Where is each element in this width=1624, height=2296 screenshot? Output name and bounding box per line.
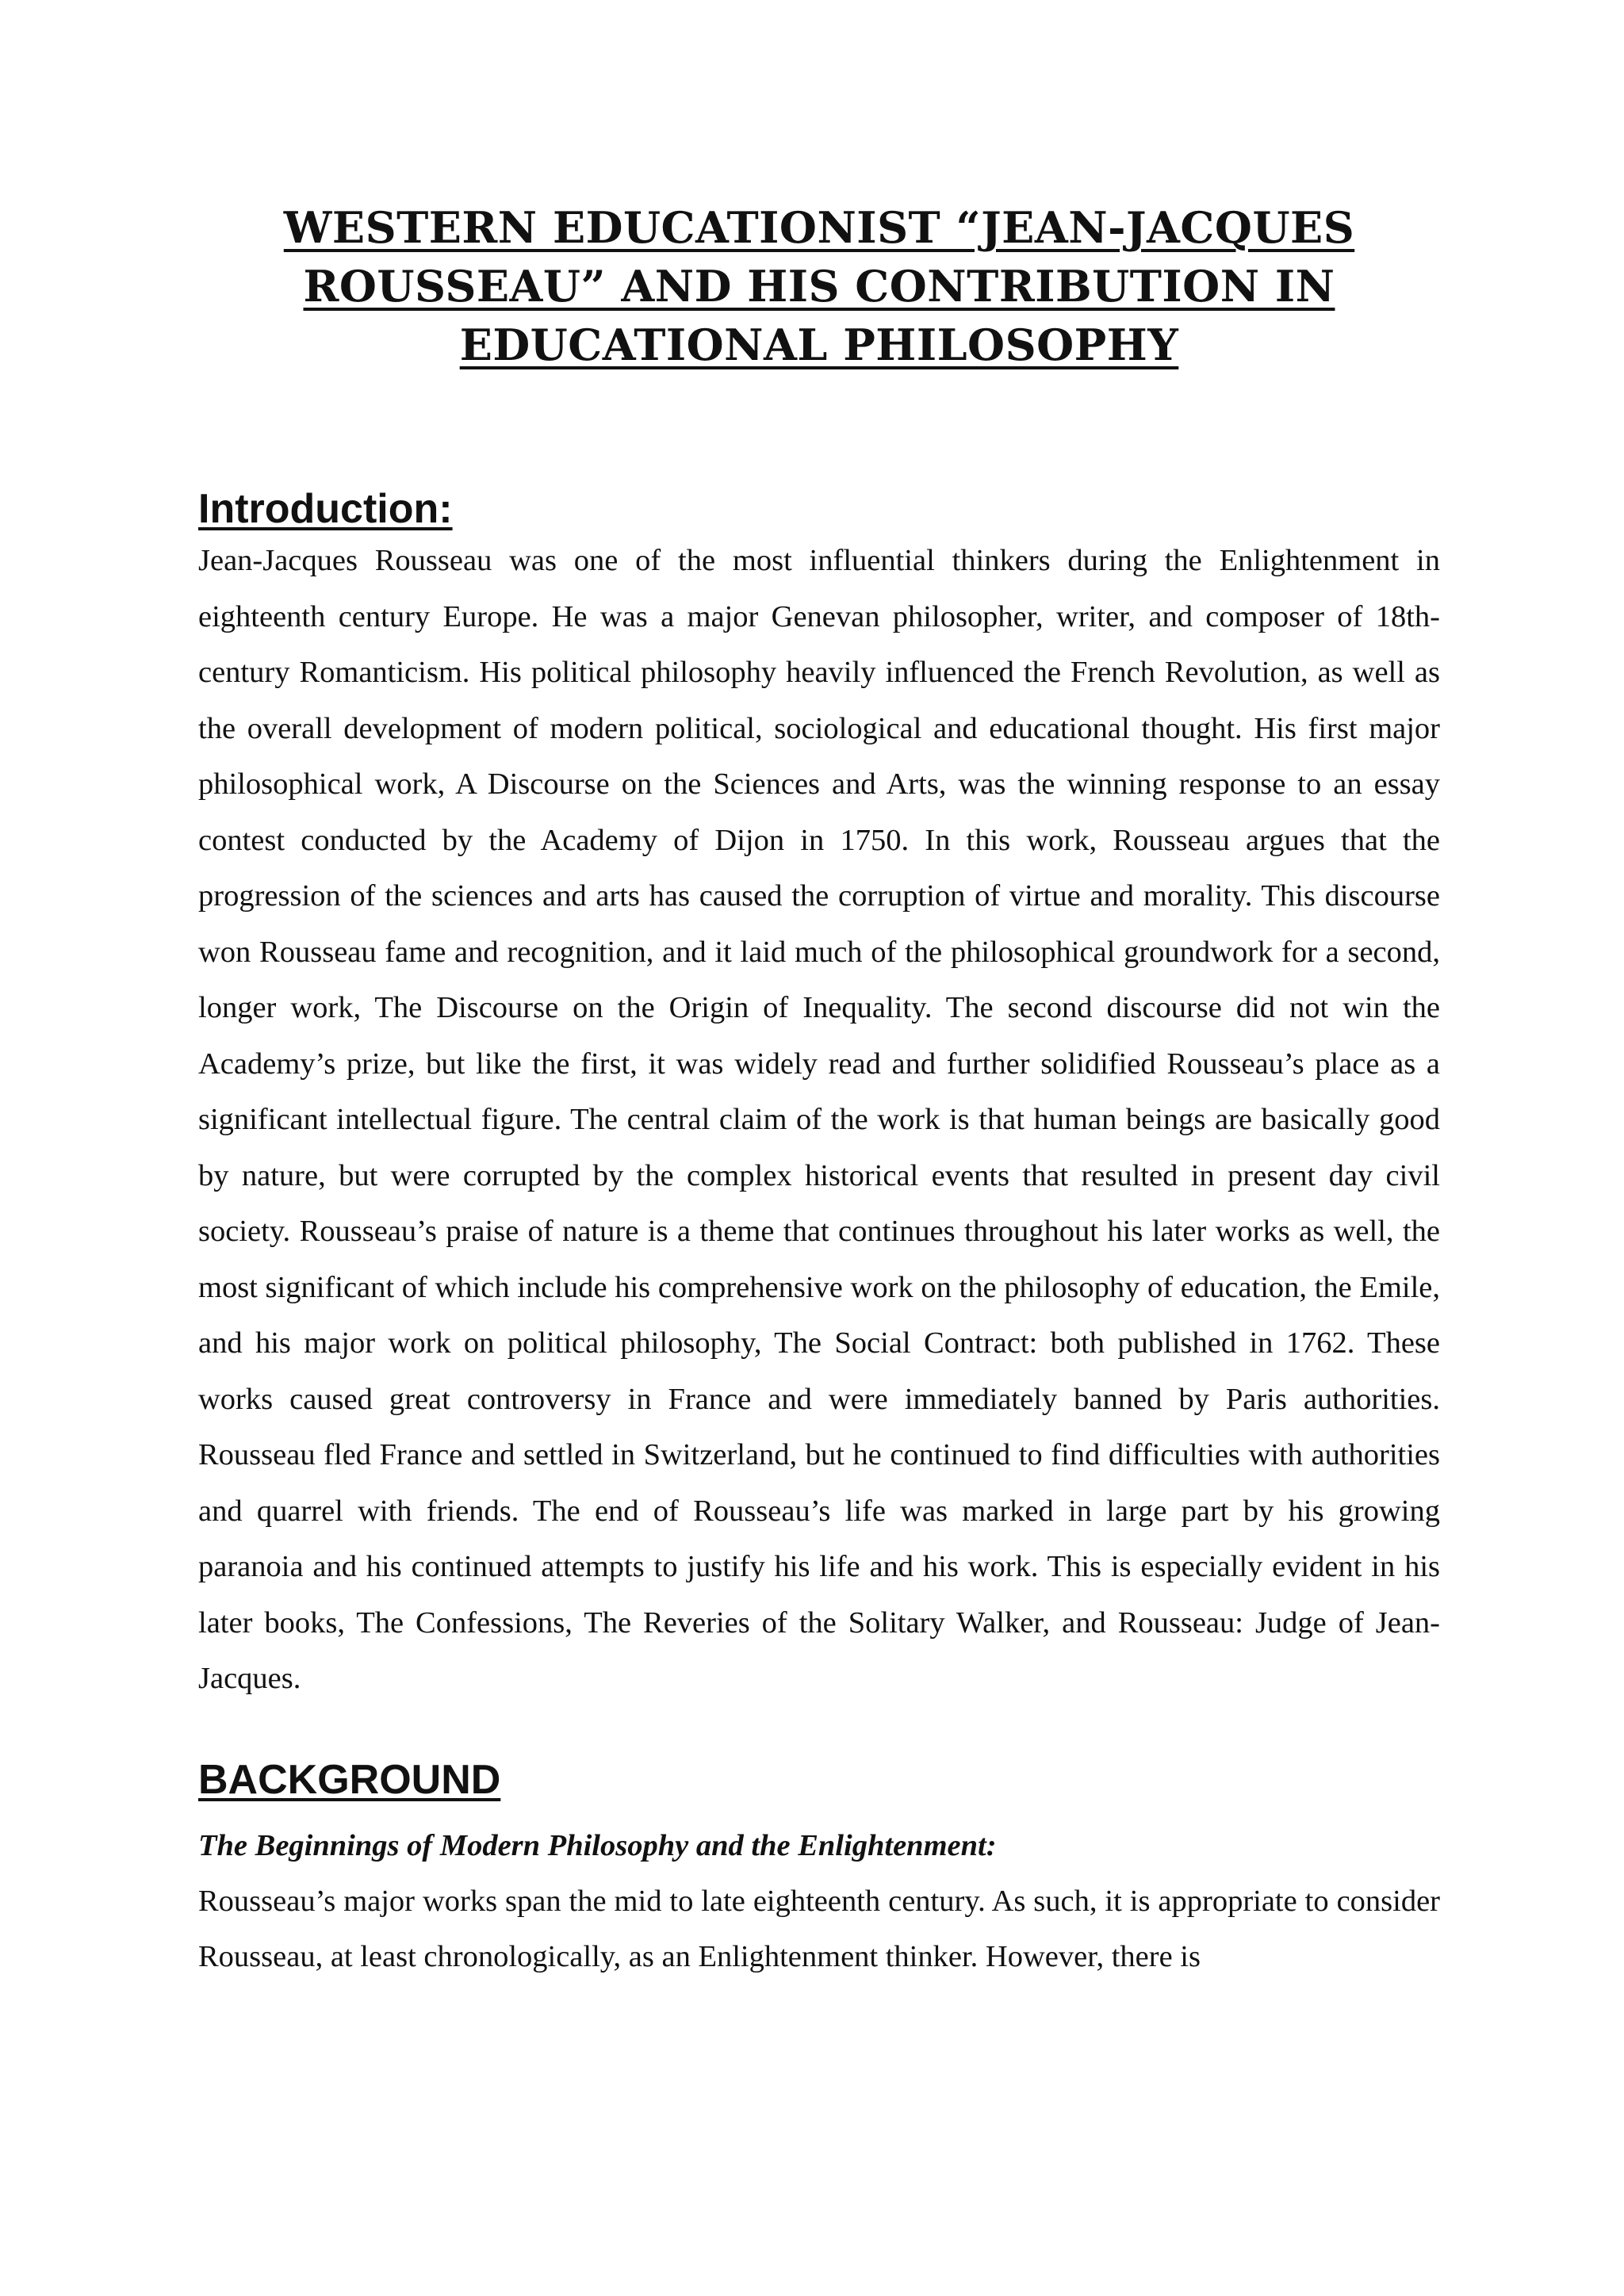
background-heading: BACKGROUND bbox=[198, 1756, 501, 1803]
document-title bbox=[198, 198, 1440, 374]
title-line-1: WESTERN EDUCATIONIST “JEAN-JACQUES bbox=[283, 202, 1355, 253]
introduction-heading: Introduction: bbox=[198, 486, 453, 532]
background-subheading: The Beginnings of Modern Philosophy and the Enlightenment: bbox=[198, 1828, 997, 1862]
introduction-paragraph: Jean-Jacques Rousseau was one of the most influential thinkers during the Enlightenment in eighteenth century Europe. He was a major Genevan philosopher, writer, and composer of 18th-century Romanticism. His political philosophy heavily influenced the French Revolution, as well as the overall development of modern political, sociological and educational thought. His first major philosophical work, A Discourse on the Sciences and Arts, was the winning response to an essay contest conducted by the Academy of Dijon in 1750. In this work, Rousseau argues that the progression of the sciences and arts has caused the corruption of virtue and morality. This discourse won Rousseau fame and recognition, and it laid much of the philosophical groundwork for a second, longer work, The Discourse on the Origin of Inequality. The second discourse did not win the Academy’s prize, but like the first, it was widely read and further solidified Rousseau’s place as a significant intellectual figure. The central claim of the work is that human beings are basically good by nature, but were corrupted by the complex historical events that resulted in present day civil society. Rousseau’s praise of nature is a theme that continues throughout his later works as well, the most significant of which include his comprehensive work on the philosophy of education, the Emile, and his major work on political philosophy, The Social Contract: both published in 1762. These works caused great controversy in France and were immediately banned by Paris authorities. Rousseau fled France and settled in Switzerland, but he continued to find difficulties with authorities and quarrel with friends. The end of Rousseau’s life was marked in large part by his growing paranoia and his continued attempts to justify his life and his work. This is especially evident in his later books, The Confessions, The Reveries of the Solitary Walker, and Rousseau: Judge of Jean-Jacques. bbox=[198, 544, 1440, 1695]
document-page bbox=[198, 198, 1440, 1985]
title-line-2: ROUSSEAU” AND HIS CONTRIBUTION IN bbox=[303, 261, 1335, 312]
title-line-3: EDUCATIONAL PHILOSOPHY bbox=[459, 320, 1179, 370]
background-paragraph: Rousseau’s major works span the mid to late eighteenth century. As such, it is appropriate to consider Rousseau, at least chronologically, as an Enlightenment thinker. However, there is bbox=[198, 1884, 1440, 1973]
